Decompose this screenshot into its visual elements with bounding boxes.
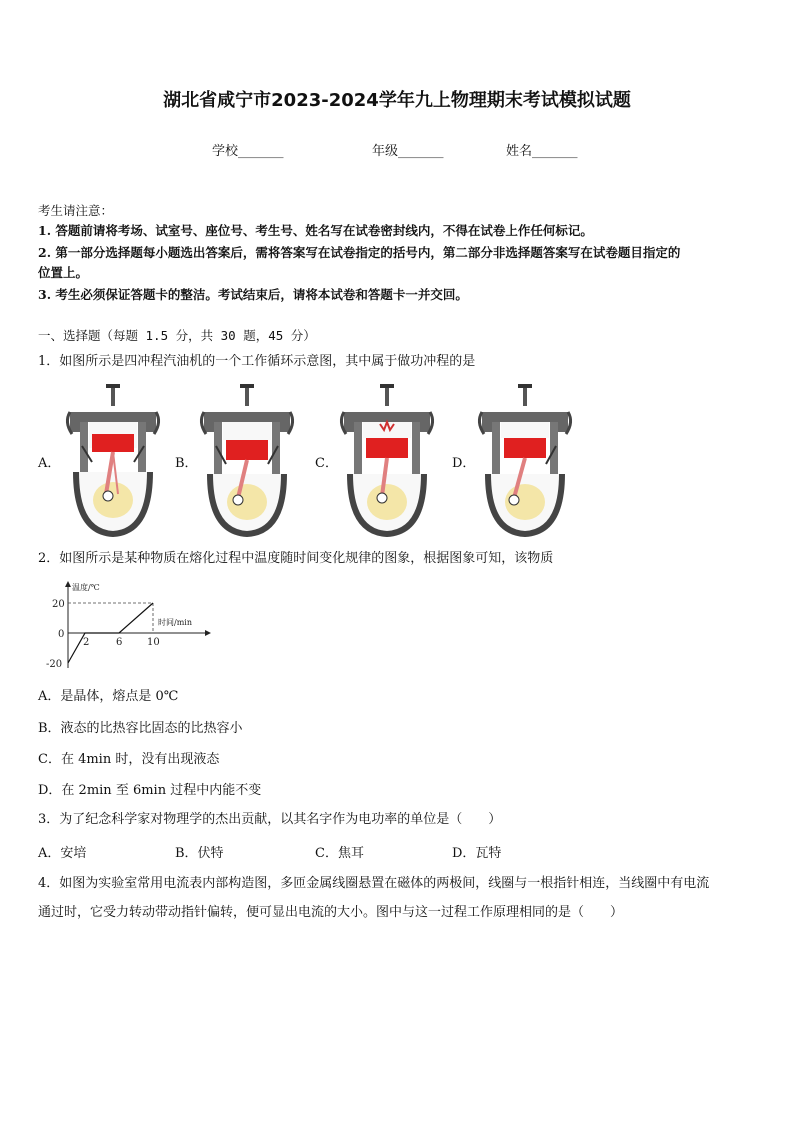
notice-heading: 考生请注意：: [38, 203, 114, 218]
y-tick-label-neg20: -20: [46, 659, 63, 670]
q2-stem: 2．如图所示是某种物质在熔化过程中温度随时间变化规律的图象，根据图象可知，该物质: [38, 551, 554, 566]
school-field[interactable]: 学校_______: [212, 144, 284, 159]
q2-option-b[interactable]: B．液态的比热容比固态的比热容小: [38, 721, 243, 736]
x-axis-label: 时间/min: [158, 618, 192, 627]
name-field[interactable]: 姓名_______: [506, 144, 578, 159]
x-axis-arrow: [205, 630, 211, 636]
q3-option-b[interactable]: B．伏特: [175, 846, 224, 861]
x-tick-label-2: 2: [83, 637, 90, 648]
q3-option-c[interactable]: C．焦耳: [315, 846, 364, 861]
q2-option-c[interactable]: C．在 4min 时，没有出现液态: [38, 752, 220, 767]
melting-curve-chart: [38, 578, 218, 670]
engine-diagram-a: [62, 382, 164, 538]
q1-option-d-label[interactable]: D．: [452, 456, 476, 471]
q4-stem-line-1: 4．如图为实验室常用电流表内部构造图，多匝金属线圈悬置在磁体的两极间，线圈与一根指针相连，当线圈中有电流: [38, 876, 710, 891]
notice-item-3: 3. 考生必须保证答题卡的整洁。考试结束后，请将本试卷和答题卡一并交回。: [38, 287, 468, 302]
engine-diagram-b: [196, 382, 298, 538]
q3-option-d[interactable]: D．瓦特: [452, 846, 502, 861]
q4-stem-line-2: 通过时，它受力转动带动指针偏转，便可显出电流的大小。图中与这一过程工作原理相同的是（ ）: [38, 905, 624, 920]
q1-stem: 1．如图所示是四冲程汽油机的一个工作循环示意图，其中属于做功冲程的是: [38, 354, 476, 369]
page-title: 湖北省咸宁市2023-2024学年九上物理期末考试模拟试题: [163, 90, 631, 111]
y-tick-label-20: 20: [52, 599, 65, 610]
origin-label: 0: [58, 629, 65, 640]
q2-option-a[interactable]: A．是晶体，熔点是 0℃: [38, 689, 179, 704]
x-tick-label-10: 10: [147, 637, 160, 648]
section-heading: 一、选择题（每题 1.5 分，共 30 题，45 分）: [38, 328, 316, 343]
q3-option-a[interactable]: A．安培: [38, 846, 87, 861]
y-axis-arrow: [65, 581, 71, 587]
engine-diagram-d: [474, 382, 576, 538]
q1-option-a-label[interactable]: A．: [38, 456, 61, 471]
notice-item-2: 2. 第一部分选择题每小题选出答案后，需将答案写在试卷指定的括号内，第二部分非选择题答案写在试卷题目指定的: [38, 245, 681, 260]
x-tick-label-6: 6: [116, 637, 123, 648]
q1-option-c-label[interactable]: C．: [315, 456, 338, 471]
notice-item-1: 1. 答题前请将考场、试室号、座位号、考生号、姓名写在试卷密封线内，不得在试卷上作任何标记。: [38, 223, 593, 238]
grade-field[interactable]: 年级_______: [372, 144, 444, 159]
q2-option-d[interactable]: D．在 2min 至 6min 过程中内能不变: [38, 783, 262, 798]
q3-stem: 3．为了纪念科学家对物理学的杰出贡献，以其名字作为电功率的单位是（ ）: [38, 812, 502, 827]
engine-diagram-c: [336, 382, 438, 538]
notice-item-2-cont: 位置上。: [38, 265, 89, 280]
q1-option-b-label[interactable]: B．: [175, 456, 198, 471]
y-axis-label: 温度/℃: [72, 583, 100, 592]
